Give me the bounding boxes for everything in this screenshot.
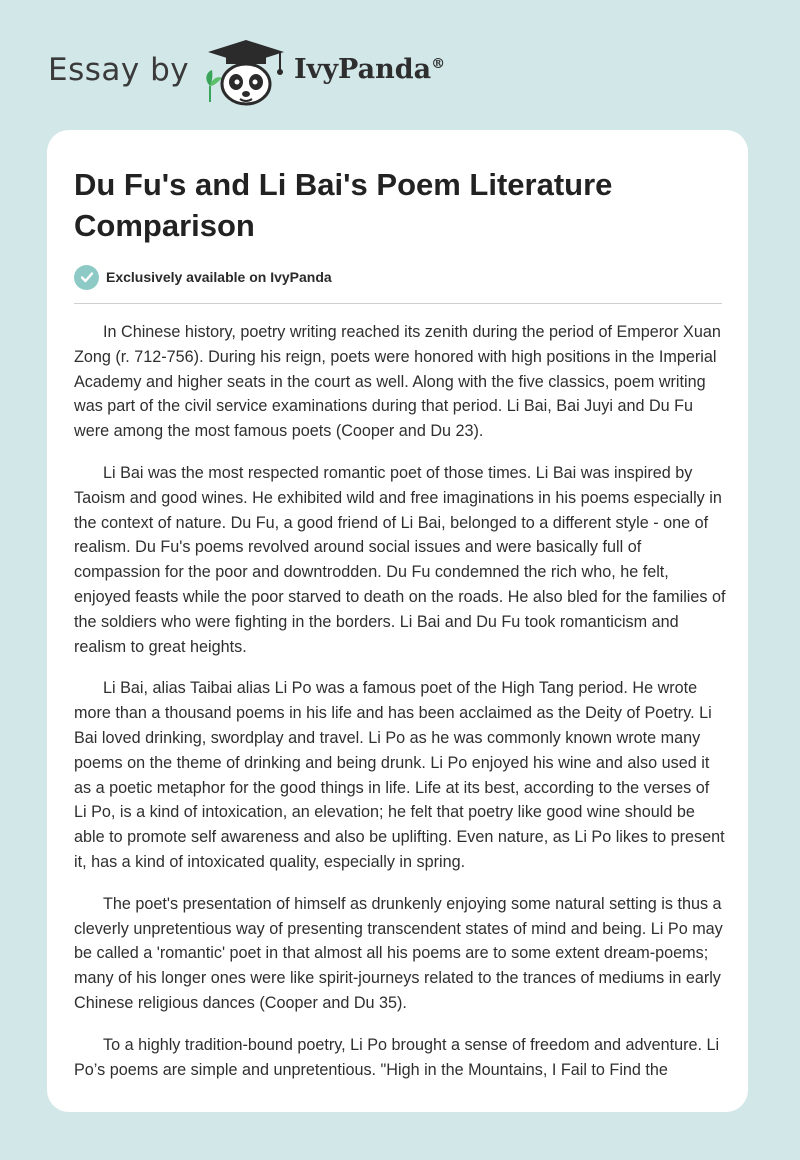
paragraph: To a highly tradition-bound poetry, Li Po brought a sense of freedom and adventure. Li Po’s poems are simple and unpretentious. "High in the Mountains, I Fail to Find the (74, 1035, 720, 1079)
divider (74, 303, 722, 304)
registered-mark: ® (431, 56, 446, 72)
essay-card (47, 130, 748, 1112)
essay-by-label: Essay by (48, 52, 190, 88)
essay-title: Du Fu's and Li Bai's Poem Literature Comparison (74, 167, 613, 243)
brand-name-text: IvyPanda (294, 54, 432, 85)
paragraph: The poet's presentation of himself as drunkenly enjoying some natural setting is thus a cleverly unpretentious way of presenting transcendent states of mind and being. Li Po may be called a 'romantic' poet in that almost all his poems are to some extent dream-poems; many of his longer ones were like spirit-journeys related to the trances of mediums in early Chinese religious dances (Cooper and Du 35). (74, 894, 723, 1012)
exclusive-badge (74, 264, 332, 290)
paragraph: Li Bai was the most respected romantic poet of those times. Li Bai was inspired by Taoism and good wines. He exhibited wild and free imaginations in his poems especially in the context of nature. Du Fu, a good friend of Li Bai, belonged to a different style - one of realism. Du Fu's poems revolved around social issues and were basically full of compassion for the poor and downtrodden. Du Fu condemned the rich who, he felt, enjoyed feasts while the poor starved to death on the roads. He also bled for the families of the soldiers who were fighting in the borders. Li Bai and Du Fu took romanticism and realism to great heights. (74, 463, 726, 656)
checkmark-icon (74, 265, 99, 290)
site-header (0, 0, 800, 125)
brand-name[interactable] (294, 54, 445, 85)
paragraph: Li Bai, alias Taibai alias Li Po was a famous poet of the High Tang period. He wrote more than a thousand poems in his life and has been acclaimed as the Deity of Poetry. Li Bai loved drinking, swordplay and travel. Li Po as he was commonly known wrote many poems on the theme of drinking and being drunk. Li Po enjoyed his wine and also used it as a poetic metaphor for the good things in life. Life at its best, according to the verses of Li Po, is a kind of intoxication, an elevation; he felt that poetry like good wine should be able to promote self awareness and also be uplifting. Even nature, as Li Po likes to present it, has a kind of intoxicated quality, especially in spring. (74, 679, 725, 871)
paragraph: In Chinese history, poetry writing reached its zenith during the period of Emperor Xuan Zong (r. 712-756). During his reign, poets were honored with high positions in the Imperial Academy and higher seats in the court as well. Along with the five classics, poem writing was part of the civil service examinations during that period. Li Bai, Bai Juyi and Du Fu were among the most famous poets (Cooper and Du 23). (74, 323, 721, 441)
panda-graduation-cap-icon[interactable] (200, 36, 292, 108)
exclusive-label: Exclusively available on IvyPanda (106, 269, 332, 285)
essay-body (74, 320, 726, 1099)
